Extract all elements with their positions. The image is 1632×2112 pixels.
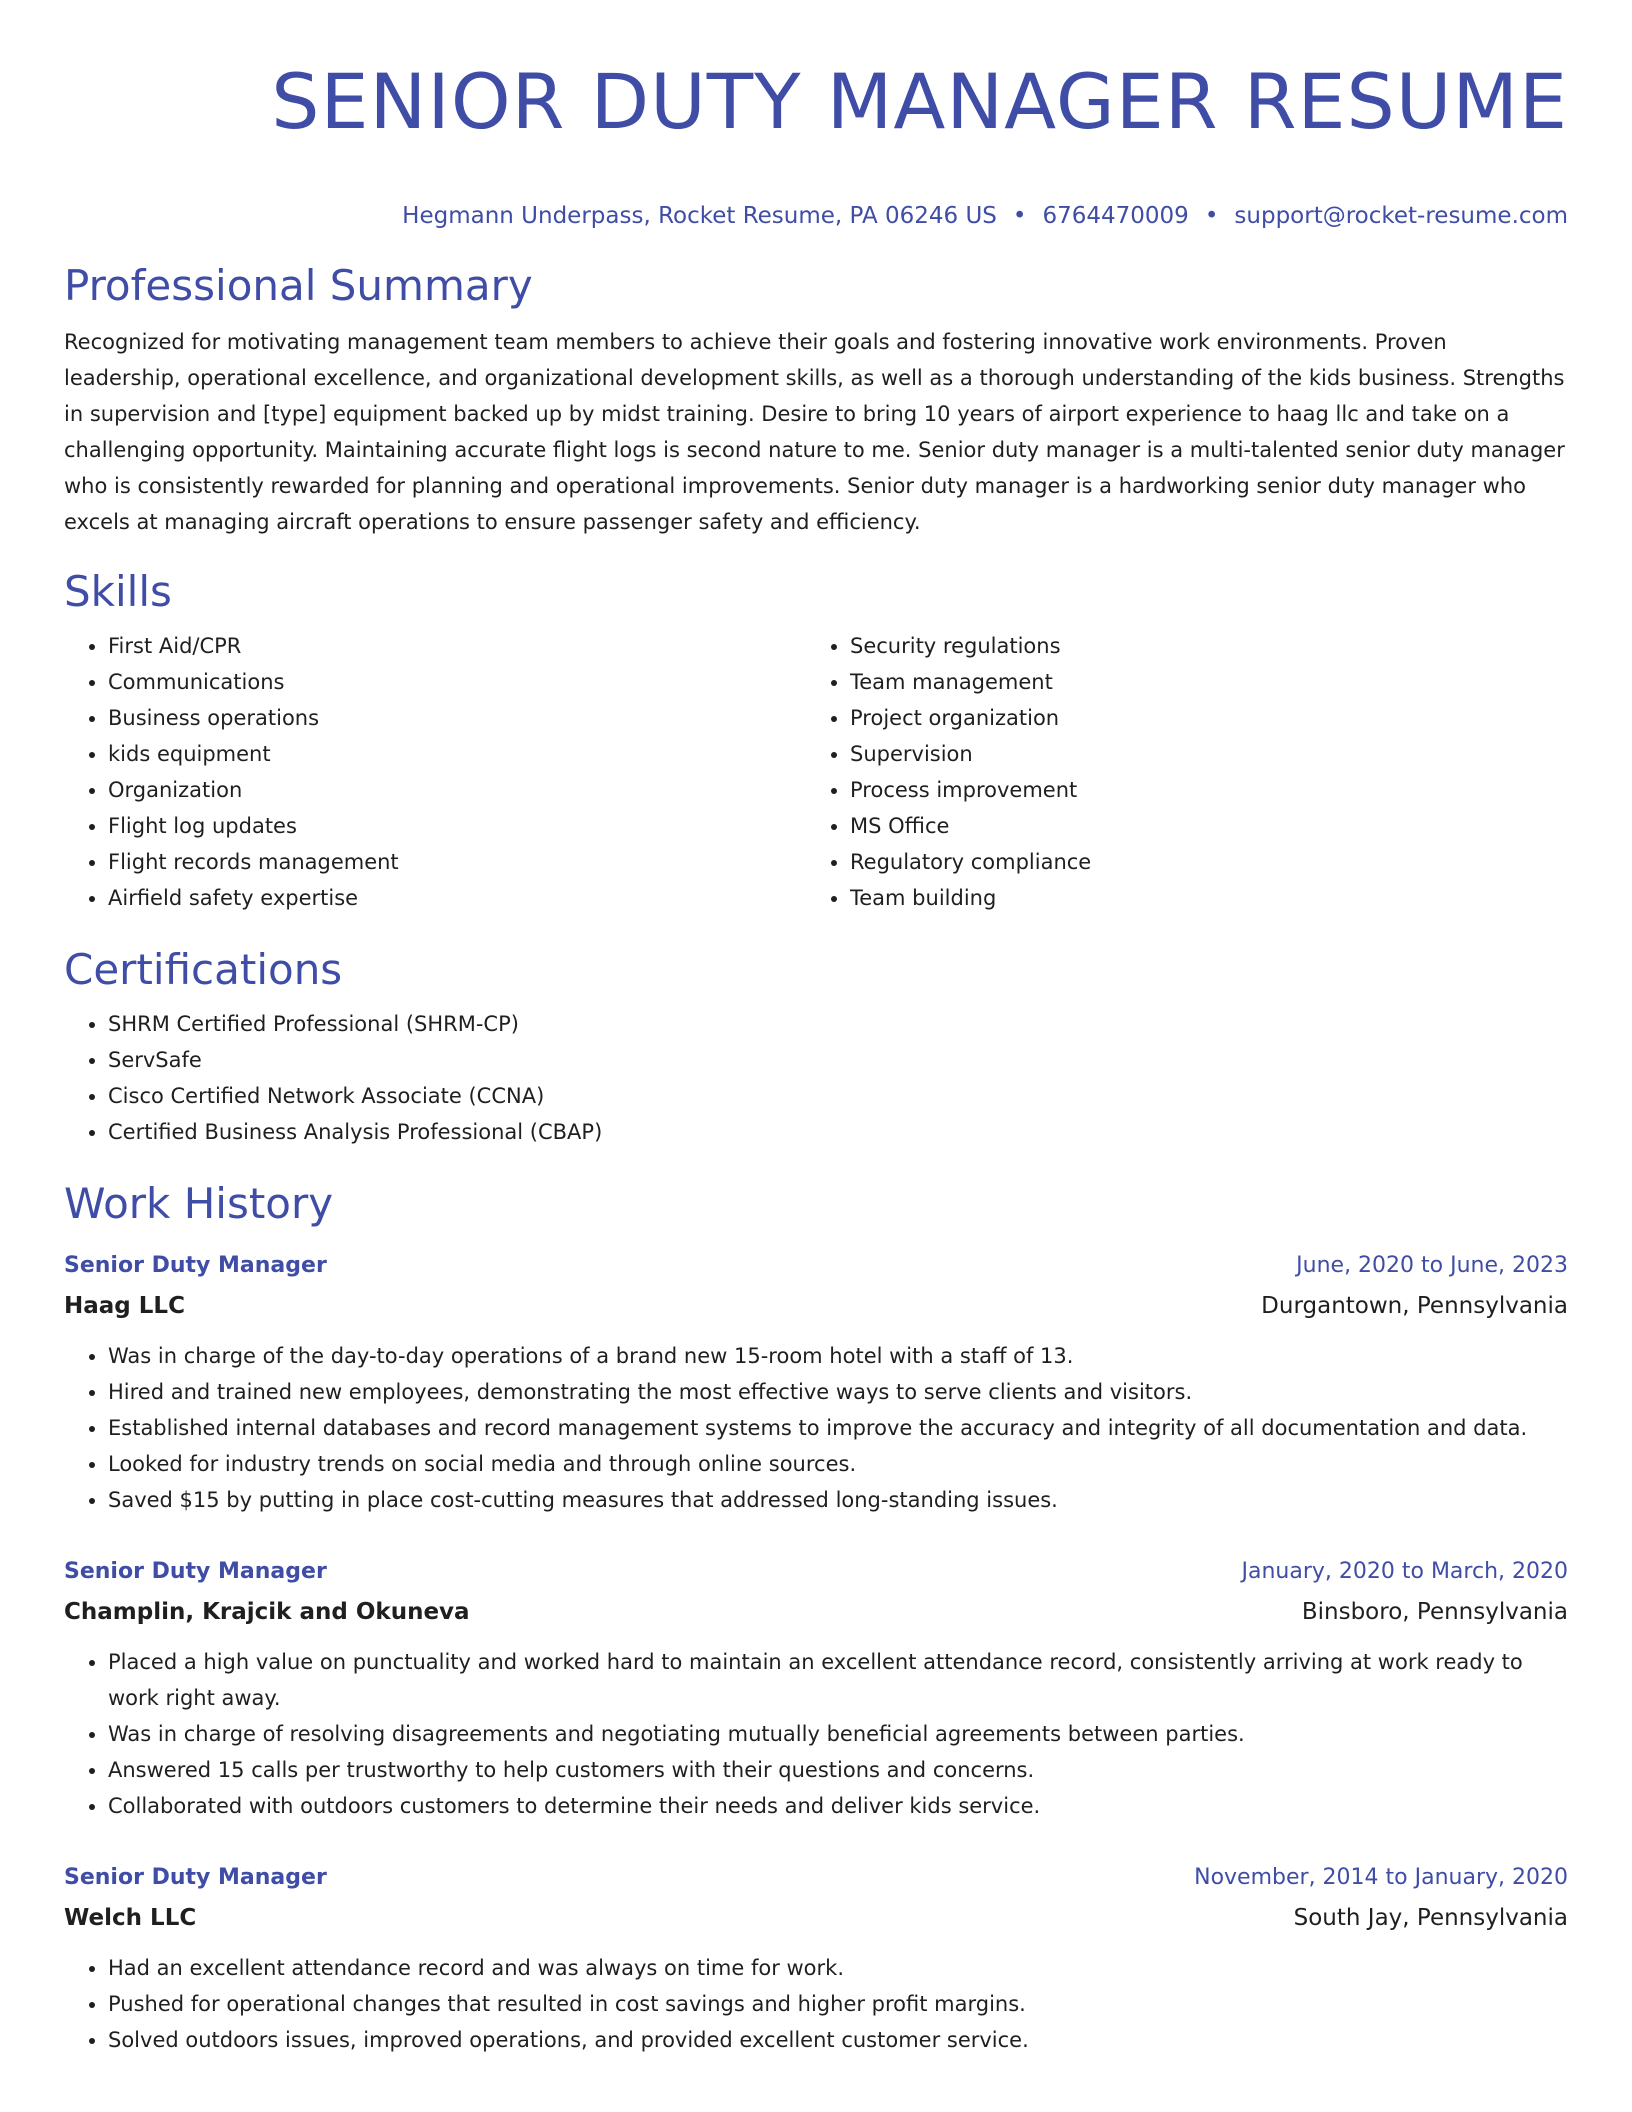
skills-list-left: [64, 628, 806, 916]
work-history-section: [64, 1176, 1568, 2058]
list-item: • Flight records management: [108, 844, 806, 880]
job-company: Champlin, Krajcik and Okuneva: [64, 1599, 470, 1625]
list-item: • Established internal databases and record management systems to improve the accuracy and integrity of all documentation and data.: [108, 1410, 1568, 1446]
contact-separator: •: [1204, 203, 1219, 229]
certifications-list: [64, 1006, 1568, 1150]
list-item: • ServSafe: [108, 1042, 1568, 1078]
list-item: • Placed a high value on punctuality and worked hard to maintain an excellent attendance record, consistently arriving at work ready to work right away.: [108, 1644, 1568, 1716]
list-item: • Solved outdoors issues, improved operations, and provided excellent customer service.: [108, 2022, 1568, 2058]
job-dates: January, 2020 to March, 2020: [1241, 1559, 1568, 1584]
list-item: • Team building: [850, 880, 1548, 916]
job-role: Senior Duty Manager: [64, 1559, 327, 1584]
list-item: • Answered 15 calls per trustworthy to help customers with their questions and concerns.: [108, 1752, 1568, 1788]
summary-section: [64, 258, 1568, 540]
list-item: • Collaborated with outdoors customers to determine their needs and deliver kids service.: [108, 1788, 1568, 1824]
summary-heading: Professional Summary: [64, 261, 533, 310]
list-item: • SHRM Certified Professional (SHRM-CP): [108, 1006, 1568, 1042]
resume-title: SENIOR DUTY MANAGER RESUME: [271, 57, 1568, 146]
job-bullets: [64, 1338, 1568, 1518]
list-item: • Saved $15 by putting in place cost-cutting measures that addressed long-standing issues.: [108, 1482, 1568, 1518]
contact-line: [64, 200, 1568, 232]
job-role: Senior Duty Manager: [64, 1253, 327, 1278]
skills-section: [64, 564, 1568, 916]
work-history-heading: Work History: [64, 1179, 334, 1228]
contact-phone: 6764470009: [1042, 203, 1189, 229]
job-entry: [64, 1552, 1568, 1824]
contact-address: Hegmann Underpass, Rocket Resume, PA 06246 US: [402, 203, 997, 229]
list-item: • Communications: [108, 664, 806, 700]
list-item: • Security regulations: [850, 628, 1548, 664]
list-item: • Was in charge of the day-to-day operations of a brand new 15-room hotel with a staff of 13.: [108, 1338, 1568, 1374]
job-entry: [64, 1246, 1568, 1518]
certifications-heading: Certifications: [64, 945, 343, 994]
list-item: • Regulatory compliance: [850, 844, 1548, 880]
job-subheader: [64, 1286, 1568, 1326]
list-item: • Hired and trained new employees, demonstrating the most effective ways to serve clients and visitors.: [108, 1374, 1568, 1410]
list-item: • Organization: [108, 772, 806, 808]
contact-separator: •: [1012, 203, 1027, 229]
list-item: • First Aid/CPR: [108, 628, 806, 664]
job-company: Haag LLC: [64, 1293, 185, 1319]
job-header: [64, 1552, 1568, 1592]
job-location: Durgantown, Pennsylvania: [1261, 1293, 1568, 1319]
list-item: • Business operations: [108, 700, 806, 736]
job-bullets: [64, 1644, 1568, 1824]
job-list: [64, 1246, 1568, 2058]
list-item: • Was in charge of resolving disagreements and negotiating mutually beneficial agreements between parties.: [108, 1716, 1568, 1752]
job-subheader: [64, 1898, 1568, 1938]
job-entry: [64, 1858, 1568, 2058]
certifications-section: [64, 942, 1568, 1150]
job-company: Welch LLC: [64, 1905, 197, 1931]
list-item: • Supervision: [850, 736, 1548, 772]
job-bullets: [64, 1950, 1568, 2058]
list-item: • Cisco Certified Network Associate (CCNA): [108, 1078, 1568, 1114]
job-header: [64, 1246, 1568, 1286]
job-subheader: [64, 1592, 1568, 1632]
skills-grid: [64, 620, 1568, 916]
job-location: Binsboro, Pennsylvania: [1301, 1599, 1568, 1625]
skills-heading: Skills: [64, 567, 172, 616]
skills-list-right: [806, 628, 1548, 916]
list-item: • Looked for industry trends on social media and through online sources.: [108, 1446, 1568, 1482]
list-item: • Pushed for operational changes that resulted in cost savings and higher profit margins.: [108, 1986, 1568, 2022]
contact-email[interactable]: support@rocket-resume.com: [1234, 203, 1568, 229]
summary-text: Recognized for motivating management team members to achieve their goals and fostering innovative work environments. Proven leadership, operational excellence, and organizational development skills, as well as a thorough understanding of the kids business. Strengths in supervision and [type] equipment backed up by midst training. Desire to bring 10 years of airport experience to haag llc and take on a challenging opportunity. Maintaining accurate flight logs is second nature to me. Senior duty manager is a multi-talented senior duty manager who is consistently rewarded for planning and operational improvements. Senior duty manager is a hardworking senior duty manager who excels at managing aircraft operations to ensure passenger safety and efficiency.: [64, 330, 1565, 534]
list-item: • Project organization: [850, 700, 1548, 736]
list-item: • Flight log updates: [108, 808, 806, 844]
list-item: • Airfield safety expertise: [108, 880, 806, 916]
job-role: Senior Duty Manager: [64, 1865, 327, 1890]
job-location: South Jay, Pennsylvania: [1293, 1905, 1568, 1931]
list-item: • MS Office: [850, 808, 1548, 844]
job-header: [64, 1858, 1568, 1898]
list-item: • Team management: [850, 664, 1548, 700]
job-dates: November, 2014 to January, 2020: [1194, 1865, 1568, 1890]
job-dates: June, 2020 to June, 2023: [1296, 1253, 1568, 1278]
list-item: • Had an excellent attendance record and was always on time for work.: [108, 1950, 1568, 1986]
list-item: • kids equipment: [108, 736, 806, 772]
list-item: • Process improvement: [850, 772, 1548, 808]
list-item: • Certified Business Analysis Professional (CBAP): [108, 1114, 1568, 1150]
